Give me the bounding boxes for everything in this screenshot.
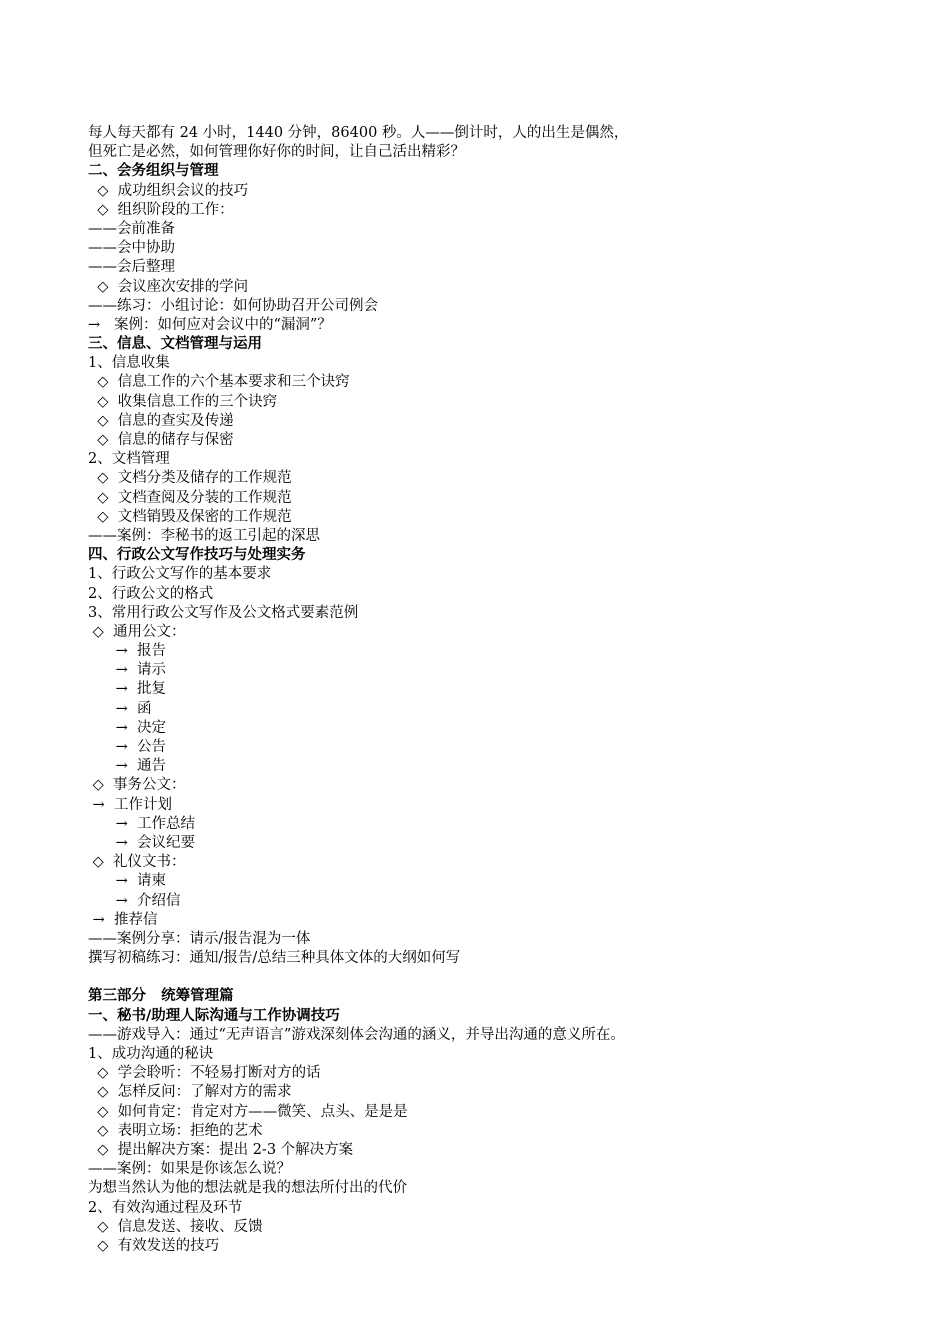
text-line: → 请柬 [88, 873, 167, 890]
text-line: ◇ 提出解决方案：提出 2-3 个解决方案 [88, 1141, 354, 1158]
text-line: ◇ 表明立场：拒绝的艺术 [88, 1122, 263, 1139]
text-line: → 公告 [88, 739, 167, 755]
text-line: → 批复 [88, 681, 167, 698]
text-line: → 决定 [88, 719, 167, 736]
blank-line [88, 968, 928, 987]
text-line: 撰写初稿练习：通知/报告/总结三种具体文体的大纲如何写 [88, 950, 461, 967]
text-line: ◇ 事务公文： [88, 777, 186, 794]
text-line: → 报告 [88, 643, 167, 660]
section-heading: 第三部分 统筹管理篇 [88, 988, 234, 1005]
text-line: 2、有效沟通过程及环节 [88, 1199, 243, 1216]
text-line: 1、成功沟通的秘诀 [88, 1046, 214, 1062]
text-line: ◇ 信息的储存与保密 [88, 432, 234, 448]
text-line: 2、文档管理 [88, 451, 170, 468]
text-line: → 介绍信 [88, 892, 181, 909]
section-heading: 二、会务组织与管理 [88, 163, 219, 180]
text-line: → 请示 [88, 662, 167, 679]
text-line: ——案例：李秘书的返工引起的深思 [88, 527, 320, 544]
text-line: ◇ 学会聆听：不轻易打断对方的话 [88, 1065, 321, 1082]
text-line: ◇ 如何肯定：肯定对方——微笑、点头、是是是 [88, 1103, 408, 1120]
text-line: ◇ 信息工作的六个基本要求和三个诀窍 [88, 374, 350, 391]
text-line: 为想当然认为他的想法就是我的想法所付出的代价 [88, 1180, 407, 1197]
text-line: ◇ 信息的查实及传递 [88, 412, 234, 429]
text-line: → 案例：如何应对会议中的“漏洞”？ [88, 316, 332, 333]
text-line: → 会议纪要 [88, 834, 196, 851]
text-line: ◇ 有效发送的技巧 [88, 1237, 220, 1254]
text-line: ——练习：小组讨论：如何协助召开公司例会 [88, 297, 378, 314]
text-line: → 工作计划 [88, 796, 172, 813]
section-heading: 三、信息、文档管理与运用 [88, 336, 262, 353]
text-line: → 推荐信 [88, 911, 158, 928]
text-line: 1、信息收集 [88, 355, 170, 372]
text-line: 1、行政公文写作的基本要求 [88, 566, 272, 583]
document-page [88, 124, 928, 1256]
text-line: ◇ 会议座次安排的学问 [88, 278, 249, 295]
text-line: ◇ 文档查阅及分装的工作规范 [88, 489, 292, 506]
text-line: ◇ 通用公文： [88, 623, 186, 640]
text-line: ——会前准备 [88, 220, 175, 237]
text-line: → 工作总结 [88, 815, 196, 832]
text-line: ——会后整理 [88, 259, 175, 276]
text-line: ——会中协助 [88, 240, 175, 257]
text-line: 2、行政公文的格式 [88, 585, 214, 602]
text-line: ◇ 文档销毁及保密的工作规范 [88, 508, 292, 525]
text-line: ◇ 组织阶段的工作： [88, 201, 234, 218]
text-line: 但死亡是必然，如何管理你好你的时间，让自己活出精彩？ [88, 144, 465, 161]
text-line: ◇ 怎样反问：了解对方的需求 [88, 1084, 292, 1101]
text-line: ——游戏导入：通过“无声语言”游戏深刻体会沟通的涵义，并导出沟通的意义所在。 [88, 1026, 625, 1043]
text-line: ◇ 信息发送、接收、反馈 [88, 1218, 263, 1235]
text-line: 每人每天都有 24 小时，1440 分钟，86400 秒。人——倒计时，人的出生是偶然， [88, 125, 629, 141]
text-line: ◇ 成功组织会议的技巧 [88, 182, 249, 199]
text-line: ◇ 文档分类及储存的工作规范 [88, 470, 292, 487]
text-line: ——案例：如果是你该怎么说？ [88, 1161, 291, 1178]
section-heading: 一、秘书/助理人际沟通与工作协调技巧 [88, 1007, 340, 1024]
text-line: ◇ 收集信息工作的三个诀窍 [88, 393, 278, 410]
text-line: ——案例分享：请示/报告混为一体 [88, 930, 311, 947]
text-line: → 通告 [88, 758, 167, 775]
text-line: ◇ 礼仪文书： [88, 854, 186, 871]
text-line: → 函 [88, 700, 152, 717]
section-heading: 四、行政公文写作技巧与处理实务 [88, 547, 306, 564]
text-line: 3、常用行政公文写作及公文格式要素范例 [88, 604, 359, 621]
